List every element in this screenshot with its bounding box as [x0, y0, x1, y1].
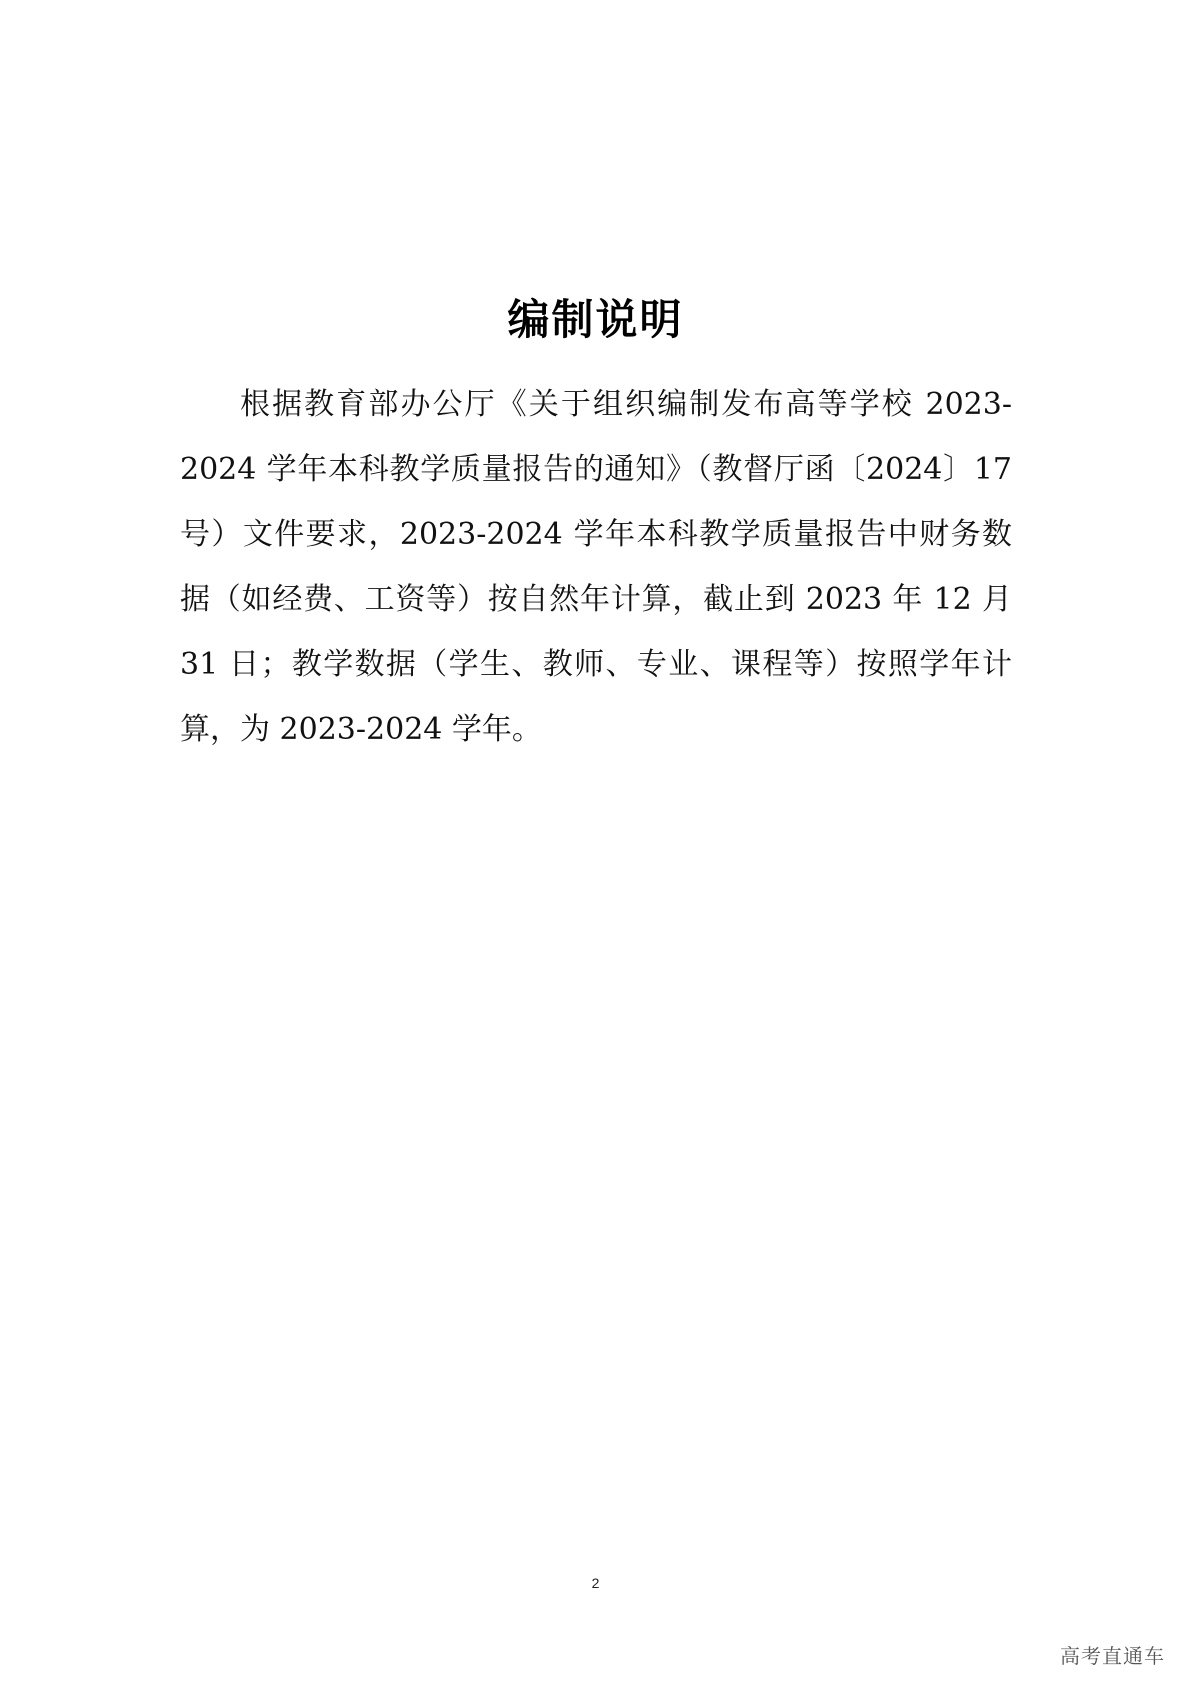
document-title: 编制说明: [507, 295, 684, 344]
body-paragraph: 根据教育部办公厅《关于组织编制发布高等学校 2023-2024 学年本科教学质量报告的通知》（教督厅函〔2024〕17 号）文件要求，2023-2024 学年本科教学质量报告中财务数据（如经费、工资等）按自然年计算，截止到 2023 年 12 月 31 日；教学数据（学生、教师、专业、课程等）按照学年计算，为 2023-2024 学年。: [180, 387, 1012, 747]
watermark-text: 高考直通车: [1060, 1644, 1165, 1668]
page-number: 2: [591, 1575, 600, 1591]
